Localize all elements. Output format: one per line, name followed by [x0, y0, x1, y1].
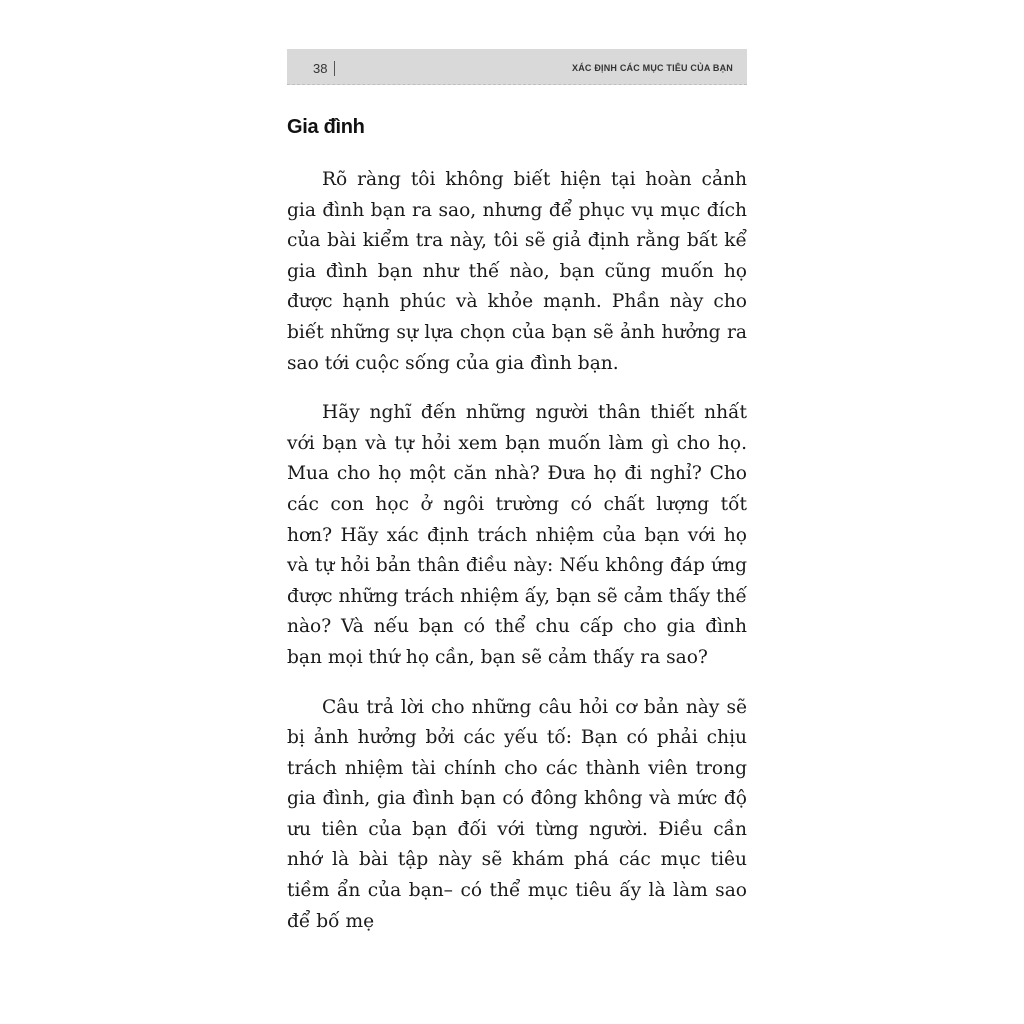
paragraph-2: Hãy nghĩ đến những người thân thiết nhất với bạn và tự hỏi xem bạn muốn làm gì cho họ. Mua cho họ một căn nhà? Đưa họ đi nghỉ? Cho các con học ở ngôi trường có chất lượng tốt hơn? Hãy xác định trách nhiệm của bạn với họ và tự hỏi bản thân điều này: Nếu không đáp ứng được những trách nhiệm ấy, bạn sẽ cảm thấy thế nào? Và nếu bạn có thể chu cấp cho gia đình bạn mọi thứ họ cần, bạn sẽ cảm thấy ra sao? [287, 402, 747, 668]
page-number: 38 [313, 61, 328, 76]
running-title: XÁC ĐỊNH CÁC MỤC TIÊU CỦA BẠN [572, 63, 733, 73]
running-header [287, 49, 747, 85]
paragraph-1: Rõ ràng tôi không biết hiện tại hoàn cảnh gia đình bạn ra sao, nhưng để phục vụ mục đích của bài kiểm tra này, tôi sẽ giả định rằng bất kể gia đình bạn như thế nào, bạn cũng muốn họ được hạnh phúc và khỏe mạnh. Phần này cho biết những sự lựa chọn của bạn sẽ ảnh hưởng ra sao tới cuộc sống của gia đình bạn. [287, 169, 747, 374]
section-title: Gia đình [287, 116, 365, 138]
header-separator [334, 61, 335, 76]
body-text [287, 165, 747, 956]
paragraph-3: Câu trả lời cho những câu hỏi cơ bản này sẽ bị ảnh hưởng bởi các yếu tố: Bạn có phải chịu trách nhiệm tài chính cho các thành viên trong gia đình, gia đình bạn có đông không và mức độ ưu tiên của bạn đối với từng người. Điều cần nhớ là bài tập này sẽ khám phá các mục tiêu tiềm ẩn của bạn– có thể mục tiêu ấy là làm sao để bố mẹ [287, 696, 747, 932]
